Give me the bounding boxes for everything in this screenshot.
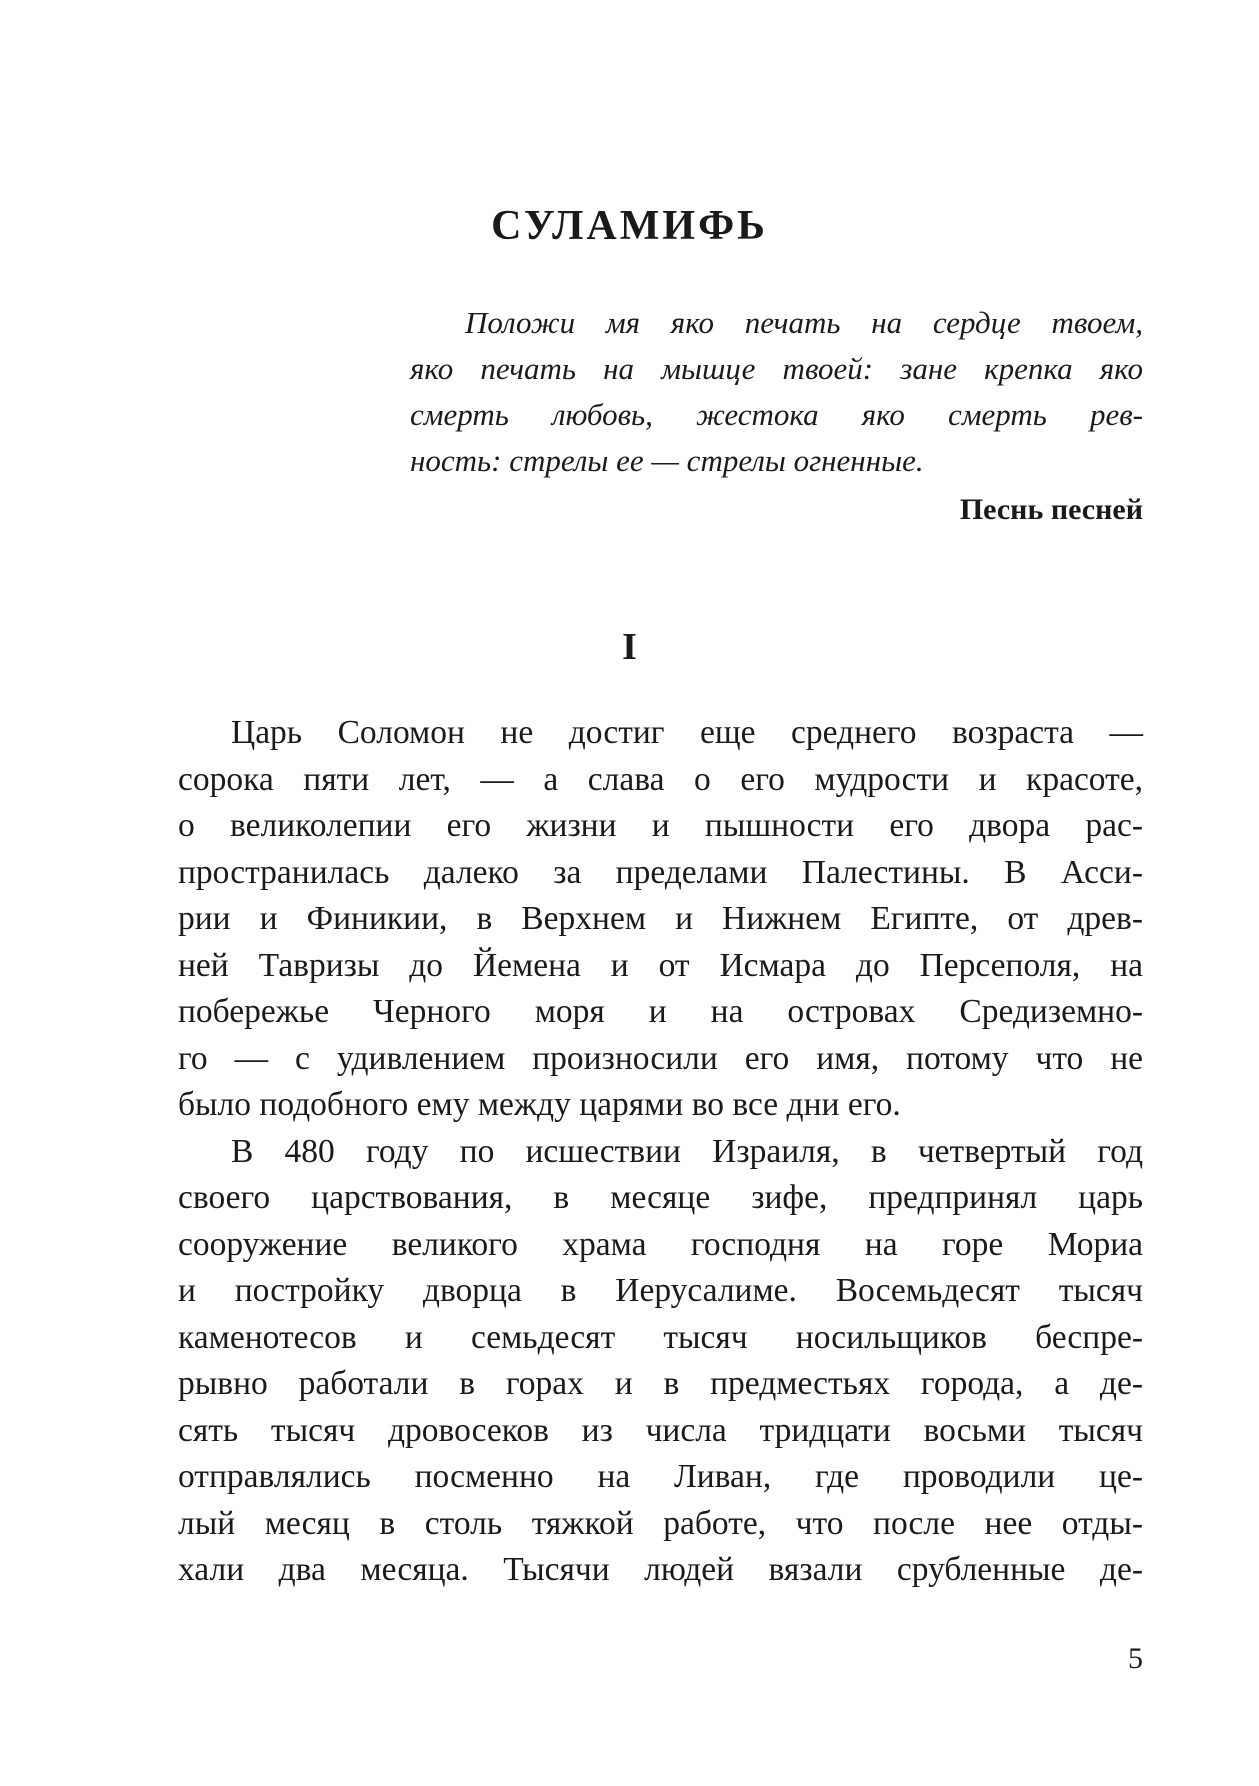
text-line: сооружение великого храма господня на горе Мориа: [178, 1225, 1143, 1263]
chapter-number: I: [622, 626, 637, 668]
text-line: рывно работали в горах и в предместьях города, а де-: [178, 1365, 1143, 1402]
text-line: рии и Финикии, в Верхнем и Нижнем Египте, от древ-: [178, 900, 1143, 937]
story-title: СУЛАМИФЬ: [491, 203, 768, 249]
text-line: сорока пяти лет, — а слава о его мудрости и красоте,: [178, 760, 1143, 798]
body-text: [178, 710, 1143, 1594]
text-line: пространилась далеко за пределами Палестины. В Асси-: [178, 853, 1143, 891]
text-line: Царь Соломон не достиг еще среднего возраста —: [231, 714, 1143, 751]
epigraph-line: смерть любовь, жестока яко смерть рев-: [410, 397, 1143, 432]
text-line: ней Тавризы до Йемена и от Исмара до Персеполя, на: [178, 946, 1143, 984]
text-line: побережье Черного моря и на островах Средиземно-: [178, 993, 1143, 1030]
text-line: сять тысяч дровосеков из числа тридцати восьми тысяч: [178, 1411, 1143, 1449]
text-line: го — с удивлением произносили его имя, потому что не: [178, 1039, 1143, 1077]
text-line: своего царствования, в месяце зифе, предпринял царь: [178, 1179, 1143, 1216]
text-line: В 480 году по исшествии Израиля, в четвертый год: [231, 1132, 1143, 1170]
text-line: о великолепии его жизни и пышности его двора рас-: [178, 807, 1143, 844]
text-line: было подобного ему между царями во все дни его.: [178, 1086, 901, 1123]
page-number: 5: [1128, 1642, 1143, 1675]
epigraph-line: яко печать на мышце твоей: зане крепка яко: [410, 351, 1143, 386]
epigraph: [410, 300, 1143, 484]
text-line: хали два месяца. Тысячи людей вязали срубленные де-: [178, 1551, 1143, 1588]
text-line: и постройку дворца в Иерусалиме. Восемьдесят тысяч: [178, 1272, 1143, 1309]
epigraph-line: Положи мя яко печать на сердце твоем,: [465, 305, 1143, 340]
epigraph-source: Песнь песней: [959, 493, 1143, 526]
text-line: лый месяц в столь тяжкой работе, что после нее отды-: [178, 1504, 1143, 1542]
text-line: каменотесов и семьдесят тысяч носильщиков беспре-: [178, 1318, 1143, 1356]
text-line: отправлялись посменно на Ливан, где проводили це-: [178, 1458, 1143, 1495]
epigraph-line: ность: стрелы ее — стрелы огненные.: [410, 443, 924, 478]
